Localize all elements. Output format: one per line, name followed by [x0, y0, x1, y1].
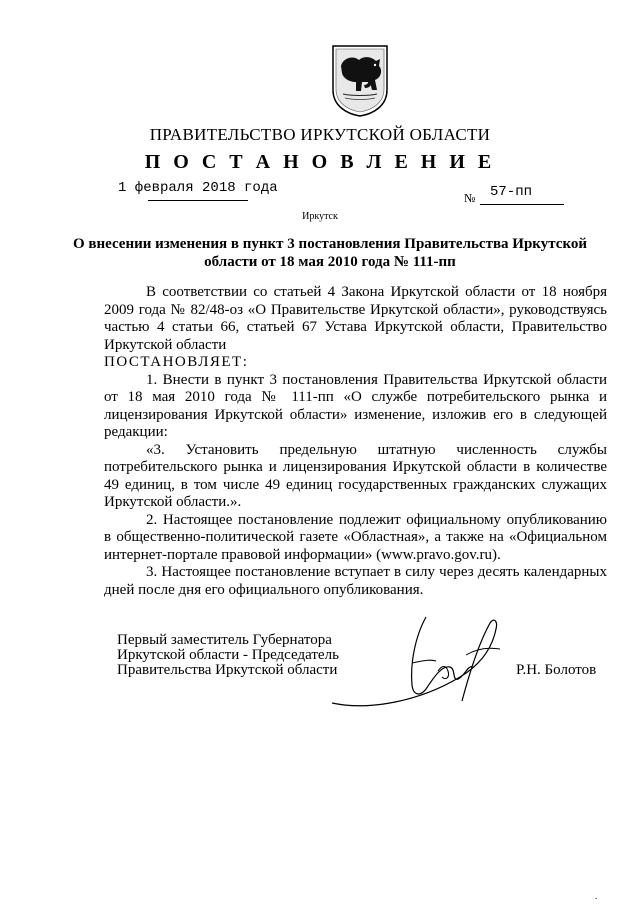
page-mark: .	[595, 891, 598, 901]
document-type: П О С Т А Н О В Л Е Н И Е	[144, 151, 496, 173]
item-1-paragraph: 1. Внести в пункт 3 постановления Правительства Иркутской области от 18 мая 2010 года № 111-пп «О службе потребительского рынка и лицензирования Иркутской области» изменение, изложив его в следующей редакции:	[104, 371, 607, 440]
signer-line-2: Иркутской области - Председатель	[117, 647, 339, 663]
document-number: 57-пп	[490, 184, 533, 200]
number-sign: №	[464, 191, 476, 205]
document-title: О внесении изменения в пункт 3 постановления Правительства Иркутской области от 18 мая 2010 года № 111-пп	[72, 236, 588, 270]
signer-name: Р.Н. Болотов	[516, 662, 597, 678]
signer-line-3: Правительства Иркутской области	[117, 662, 338, 678]
government-name: ПРАВИТЕЛЬСТВО ИРКУТСКОЙ ОБЛАСТИ	[149, 125, 491, 144]
irkutsk-coat-of-arms-icon	[331, 44, 389, 118]
handwritten-signature	[330, 615, 505, 715]
preamble-paragraph: В соответствии со статьей 4 Закона Иркутской области от 18 ноября 2009 года № 82/48-оз «О Правительстве Иркутской области», руководствуясь частью 4 статьи 66, статьей 67 Устава Иркутской области, Правительство Иркутской области	[104, 284, 607, 353]
item-3-paragraph: 3. Настоящее постановление вступает в силу через десять календарных дней после дня его официального опубликования.	[104, 564, 607, 598]
document-date: 1 февраля 2018 года	[118, 180, 278, 196]
signer-line-1: Первый заместитель Губернатора	[117, 632, 332, 648]
number-underline	[480, 204, 564, 205]
document-body	[104, 284, 607, 599]
signer-position	[117, 633, 339, 678]
decrees-word: ПОСТАНОВЛЯЕТ:	[104, 354, 249, 370]
item-1-quote-paragraph: «3. Установить предельную штатную численность службы потребительского рынка и лицензирования Иркутской области в количестве 49 единиц, в том числе 49 единиц государственных гражданских служащих Иркутской области.».	[104, 441, 607, 510]
item-2-paragraph: 2. Настоящее постановление подлежит официальному опубликованию в общественно-политической газете «Областная», а также на «Официальном интернет-портале правовой информации» (www.pravo.gov.ru).	[104, 511, 607, 563]
city-name: Иркутск	[302, 211, 338, 222]
date-underline	[148, 200, 248, 201]
